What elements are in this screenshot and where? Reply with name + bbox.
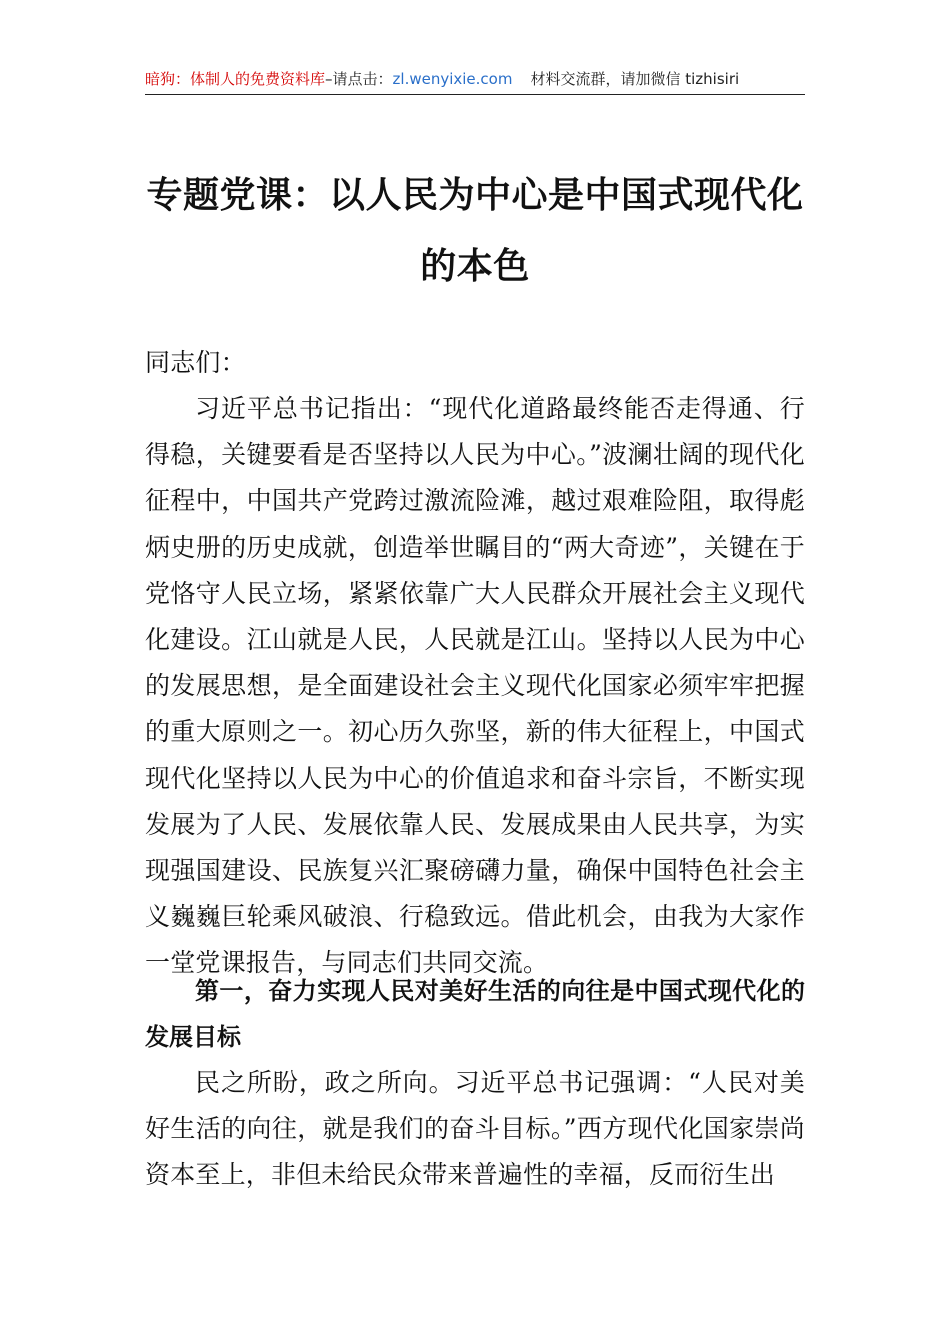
section-heading-1: 第一，奋力实现人民对美好生活的向往是中国式现代化的发展目标: [145, 977, 805, 1051]
greeting: 同志们：: [145, 348, 246, 377]
page-header: [145, 64, 805, 95]
header-contact: 材料交流群，请加微信 tizhisiri: [530, 70, 740, 88]
body-paragraph-1: 习近平总书记指出：“现代化道路最终能否走得通、行得稳，关键要看是否坚持以人民为中心。”波澜壮阔的现代化征程中，中国共产党跨过激流险滩，越过艰难险阻，取得彪炳史册的历史成就，创造举世瞩目的“两大奇迹”，关键在于党恪守人民立场，紧紧依靠广大人民群众开展社会主义现代化建设。江山就是人民，人民就是江山。坚持以人民为中心的发展思想，是全面建设社会主义现代化国家必须牢牢把握的重大原则之一。初心历久弥坚，新的伟大征程上，中国式现代化坚持以人民为中心的价值追求和奋斗宗旨，不断实现发展为了人民、发展依靠人民、发展成果由人民共享，为实现强国建设、民族复兴汇聚磅礴力量，确保中国特色社会主义巍巍巨轮乘风破浪、行稳致远。借此机会，由我为大家作一堂党课报告，与同志们共同交流。: [145, 394, 805, 978]
document-title-line-1: 专题党课：以人民为中心是中国式现代化: [146, 174, 804, 216]
header-prompt: –请点击：: [325, 70, 393, 88]
header-site-name: 暗狗：体制人的免费资料库: [145, 70, 326, 88]
header-url-link[interactable]: zl.wenyixie.com: [392, 70, 513, 88]
document-title-line-2: 的本色: [420, 245, 530, 287]
body-paragraph-2: 民之所盼，政之所向。习近平总书记强调：“人民对美好生活的向往，就是我们的奋斗目标。”西方现代化国家崇尚资本至上，非但未给民众带来普遍性的幸福，反而衍生出: [145, 1068, 805, 1190]
